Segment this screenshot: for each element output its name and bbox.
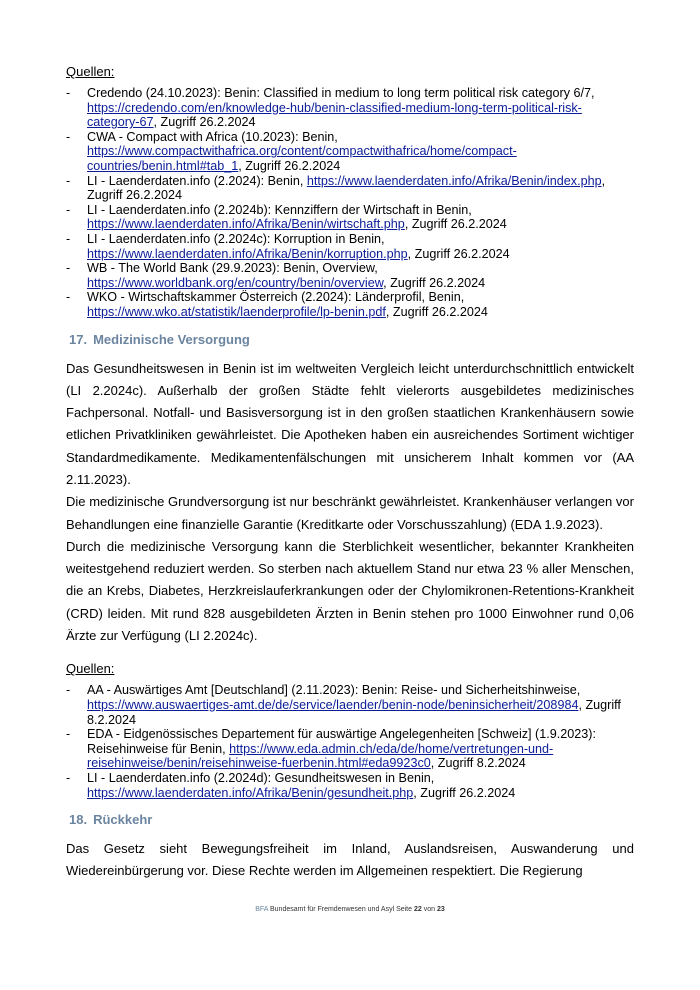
source-item — [66, 86, 634, 130]
paragraph: Die medizinische Grundversorgung ist nur beschränkt gewährleistet. Krankenhäuser verlangen vor Behandlungen eine finanzielle Garantie (Kreditkarte oder Vorschusszahlung) (EDA 1.9.2023). — [66, 494, 634, 532]
source-item — [66, 232, 634, 261]
bullet-dash: - — [66, 770, 71, 785]
section-title: Medizinische Versorgung — [93, 331, 250, 347]
source-item — [66, 290, 634, 319]
bullet-dash: - — [66, 231, 71, 246]
source-text: LI - Laenderdaten.info (2.2024d): Gesundheitswesen in Benin, — [87, 770, 435, 785]
source-access-date: , Zugriff 26.2.2024 — [383, 275, 486, 290]
source-text: EDA - Eidgenössisches Departement für auswärtige Angelegenheiten [Schweiz] (1.9.2023): Reisehinweise für Benin, — [87, 727, 596, 756]
source-access-date: , Zugriff 26.2.2024 — [238, 158, 341, 173]
source-access-date: , Zugriff 8.2.2024 — [87, 697, 621, 727]
bullet-dash: - — [66, 261, 71, 276]
bullet-dash: - — [66, 727, 71, 742]
source-item — [66, 683, 634, 727]
source-link[interactable]: https://www.laenderdaten.info/Afrika/Benin/wirtschaft.php — [87, 217, 405, 232]
source-text: WKO - Wirtschaftskammer Österreich (2.2024): Länderprofil, Benin, — [87, 290, 465, 305]
source-text: Credendo (24.10.2023): Benin: Classified in medium to long term political risk category 6/7, — [87, 86, 595, 100]
paragraph: Das Gesundheitswesen in Benin ist im weltweiten Vergleich leicht unterdurchschnittlich entwickelt (LI 2.2024c). Außerhalb der großen Städte fehlt vielerorts ausgebildetes medizinisches Fachpersonal. Notfall- und Basisversorgung ist in den großen staatlichen Krankenhäusern sowie etlichen Privatkliniken gewährleistet. Die Apotheken haben ein ausreichendes Sortiment wichtiger Standardmedikamente. Medikamentenfälschungen mit unsicherem Inhalt kommen vor (AA 2.11.2023). — [66, 360, 634, 487]
section-title: Rückkehr — [93, 812, 153, 828]
sources-list — [66, 86, 634, 320]
footer-brand: BFA — [255, 906, 269, 913]
bullet-dash: - — [66, 129, 71, 144]
source-link[interactable]: https://www.compactwithafrica.org/content/compactwithafrica/home/compact-countries/benin.html#tab_1 — [87, 144, 517, 173]
bullet-dash: - — [66, 86, 71, 100]
source-access-date: , Zugriff 8.2.2024 — [430, 756, 526, 771]
source-text: CWA - Compact with Africa (10.2023): Benin, — [87, 129, 338, 144]
source-access-date: , Zugriff 26.2.2024 — [407, 246, 510, 261]
page-footer — [0, 906, 700, 913]
source-text: LI - Laenderdaten.info (2.2024): Benin, — [87, 173, 307, 188]
source-link[interactable]: https://www.worldbank.org/en/country/benin/overview — [87, 275, 384, 290]
source-link[interactable]: https://www.auswaertiges-amt.de/de/service/laender/benin-node/beninsicherheit/208984 — [87, 697, 579, 712]
source-link[interactable]: https://www.eda.admin.ch/eda/de/home/vertretungen-und-reisehinweise/benin/reisehinweise-fuerbenin.html#eda9923c0 — [87, 741, 554, 771]
source-text: AA - Auswärtiges Amt [Deutschland] (2.11.2023): Benin: Reise- und Sicherheitshinweise, — [87, 683, 581, 698]
source-access-date: , Zugriff 26.2.2024 — [87, 173, 606, 203]
source-link[interactable]: https://www.laenderdaten.info/Afrika/Benin/korruption.php — [87, 246, 408, 261]
bullet-dash: - — [66, 173, 71, 188]
sources-label: Quellen: — [66, 64, 115, 79]
source-link[interactable]: https://www.laenderdaten.info/Afrika/Benin/gesundheit.php — [87, 785, 414, 800]
source-text: WB - The World Bank (29.9.2023): Benin, Overview, — [87, 261, 378, 276]
bullet-dash: - — [66, 290, 71, 305]
section-number: 17. — [69, 331, 88, 347]
source-item — [66, 261, 634, 290]
source-access-date: , Zugriff 26.2.2024 — [385, 304, 488, 319]
sources-label: Quellen: — [66, 661, 115, 677]
source-link[interactable]: https://credendo.com/en/knowledge-hub/benin-classified-medium-long-term-political-risk-category-67 — [87, 100, 582, 130]
source-link[interactable]: https://www.wko.at/statistik/laenderprofile/lp-benin.pdf — [87, 304, 386, 319]
footer-page: 22 — [413, 906, 422, 913]
paragraph: Das Gesetz sieht Bewegungsfreiheit im Inland, Auslandsreisen, Auswanderung und Wiedereinbürgerung vor. Diese Rechte werden im Allgemeinen respektiert. Die Regierung — [66, 841, 634, 879]
source-item — [66, 174, 634, 203]
source-access-date: , Zugriff 26.2.2024 — [413, 785, 516, 800]
source-item — [66, 727, 634, 771]
source-item — [66, 771, 634, 800]
section-heading-18 — [69, 812, 634, 828]
bullet-dash: - — [66, 683, 71, 698]
source-access-date: , Zugriff 26.2.2024 — [153, 115, 256, 130]
footer-of: von — [423, 906, 436, 913]
document-page — [66, 64, 634, 883]
paragraph: Durch die medizinische Versorgung kann die Sterblichkeit wesentlicher, bekannter Krankheiten weitestgehend reduziert werden. So sterben nach aktuellem Stand nur etwa 23 % aller Menschen, die an Krebs, Diabetes, Herzkreislauferkrankungen oder der Chylomikronen-Retentions-Krankheit (CRD) leiden. Mit rund 828 ausgebildeten Ärzten in Benin stehen pro 1000 Einwohner rund 0,06 Ärzte zur Verfügung (LI 2.2024c). — [66, 538, 634, 644]
section-number: 18. — [69, 812, 88, 828]
footer-org: Bundesamt für Fremdenwesen und Asyl Seite — [270, 906, 413, 913]
source-text: LI - Laenderdaten.info (2.2024c): Korruption in Benin, — [87, 231, 385, 246]
sources-list — [66, 683, 634, 800]
source-link[interactable]: https://www.laenderdaten.info/Afrika/Benin/index.php — [306, 173, 602, 188]
bullet-dash: - — [66, 202, 71, 217]
source-access-date: , Zugriff 26.2.2024 — [404, 217, 507, 232]
source-text: LI - Laenderdaten.info (2.2024b): Kennziffern der Wirtschaft in Benin, — [87, 202, 472, 217]
source-item — [66, 130, 634, 174]
source-item — [66, 203, 634, 232]
footer-total: 23 — [436, 906, 445, 913]
section-heading-17 — [69, 332, 634, 348]
